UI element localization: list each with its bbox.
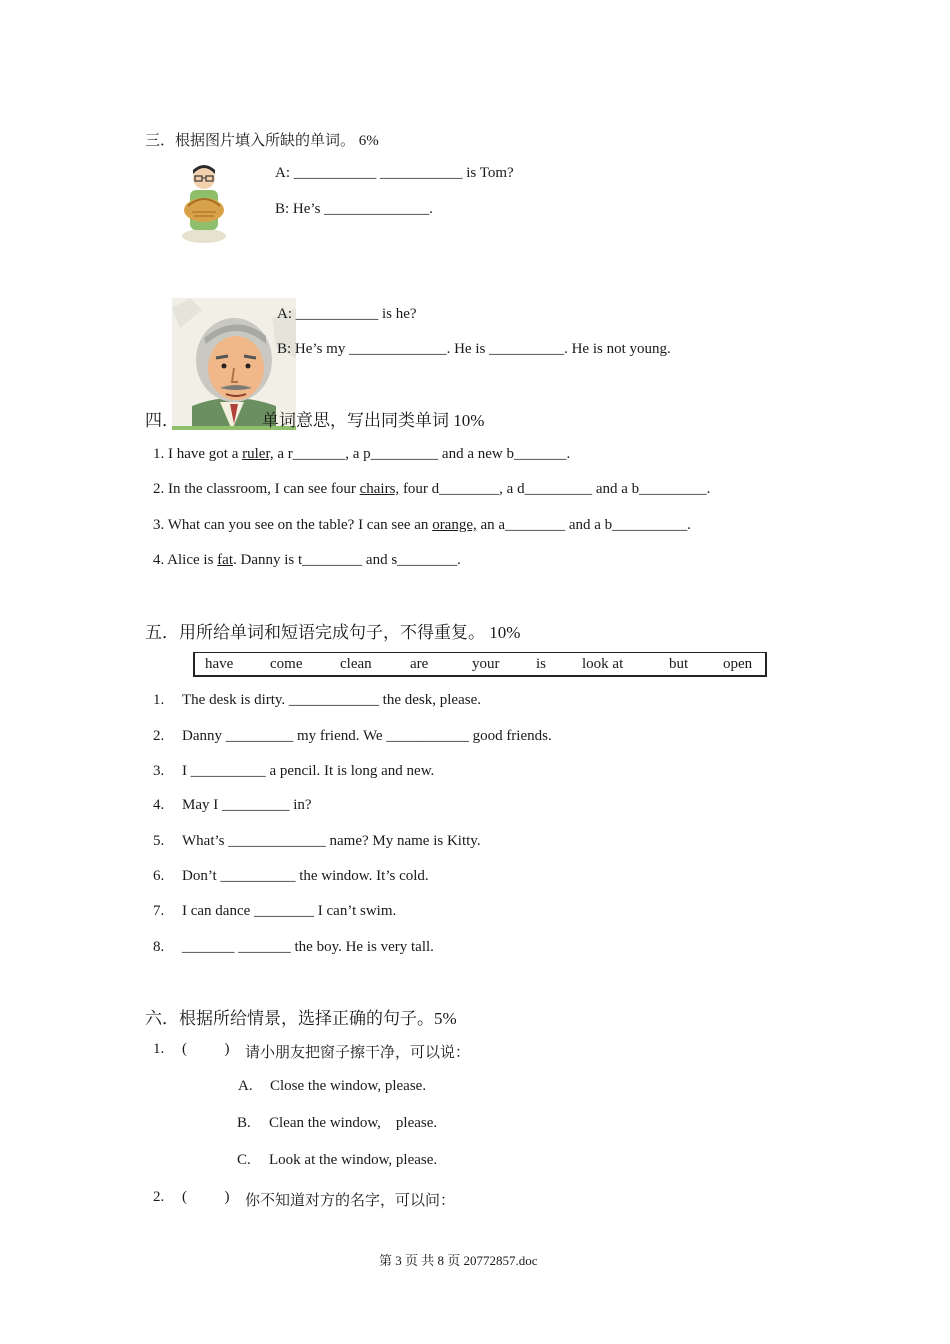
s5-item-text: _______ _______ the boy. He is very tall. [182,939,434,955]
s3-q2-b: B: He’s my _____________. He is __________. He is not young. [277,341,671,357]
s6-q2-number: 2. [153,1189,165,1205]
s6-q1-option-letter: A. [238,1078,253,1094]
boy-with-bread-image [178,162,230,244]
s5-item-number: 3. [153,763,165,779]
s4-item-1: 1. I have got a ruler, a r_______, a p_________ and a new b_______. [153,446,571,462]
s6-q1-option-text: Clean the window, please. [269,1115,438,1131]
s6-q1-option-letter: B. [237,1115,251,1131]
word-bank-item: clean [340,656,372,672]
section-6-title: 六．根据所给情景，选择正确的句子。5% [145,1009,457,1028]
s5-item-number: 5. [153,833,165,849]
s4-item-2: 2. In the classroom, I can see four chairs, four d________, a d_________ and a b_________. [153,481,711,497]
s5-item-number: 2. [153,728,165,744]
s4-item-4: 4. Alice is fat. Danny is t________ and s________. [153,552,461,568]
word-bank-item: but [669,656,689,672]
s3-q1-a: A: ___________ ___________ is Tom? [275,165,514,181]
word-bank-item: come [270,656,303,672]
s5-item-number: 1. [153,692,165,708]
word-bank [193,652,767,677]
s6-q1-prompt: 请小朋友把窗子擦干净，可以说： [245,1045,471,1061]
s5-item-text: I can dance ________ I can’t swim. [182,903,397,919]
section-3-title: 三．根据图片填入所缺的单词。 6% [145,133,379,149]
s6-q1-option-letter: C. [237,1152,251,1168]
s4-item-3: 3. What can you see on the table? I can see an orange, an a________ and a b__________. [153,517,691,533]
s6-q2-prompt: 你不知道对方的名字，可以问： [245,1193,456,1209]
s5-item-text: I __________ a pencil. It is long and new. [182,763,435,779]
s5-item-number: 7. [153,903,165,919]
word-bank-item: look at [582,656,624,672]
s6-q2-answer-paren: ( ) [182,1189,230,1205]
word-bank-item: have [205,656,234,672]
s5-item-text: The desk is dirty. ____________ the desk, please. [182,692,481,708]
s5-item-text: Danny _________ my friend. We ___________ good friends. [182,728,552,744]
section-4-title: 单词意思，写出同类单词 10% [262,411,485,430]
word-bank-item: open [723,656,753,672]
s5-item-number: 8. [153,939,165,955]
s5-item-text: Don’t __________ the window. It’s cold. [182,868,429,884]
s6-q1-number: 1. [153,1041,165,1057]
s3-q1-b: B: He’s ______________. [275,201,433,217]
section-4-title-prefix: 四． [145,411,179,430]
page-footer: 第 3 页 共 8 页 20772857.doc [379,1253,538,1268]
word-bank-item: are [410,656,429,672]
s5-item-number: 6. [153,868,165,884]
s5-item-text: What’s _____________ name? My name is Kitty. [182,833,481,849]
s6-q1-option-text: Look at the window, please. [269,1152,438,1168]
word-bank-item: is [536,656,547,672]
word-bank-item: your [472,656,500,672]
s6-q1-answer-paren: ( ) [182,1041,230,1057]
section-5-title: 五．用所给单词和短语完成句子，不得重复。 10% [145,623,521,642]
s5-item-text: May I _________ in? [182,797,312,813]
s6-q1-option-text: Close the window, please. [270,1078,427,1094]
s5-item-number: 4. [153,797,165,813]
s3-q2-a: A: ___________ is he? [277,306,417,322]
